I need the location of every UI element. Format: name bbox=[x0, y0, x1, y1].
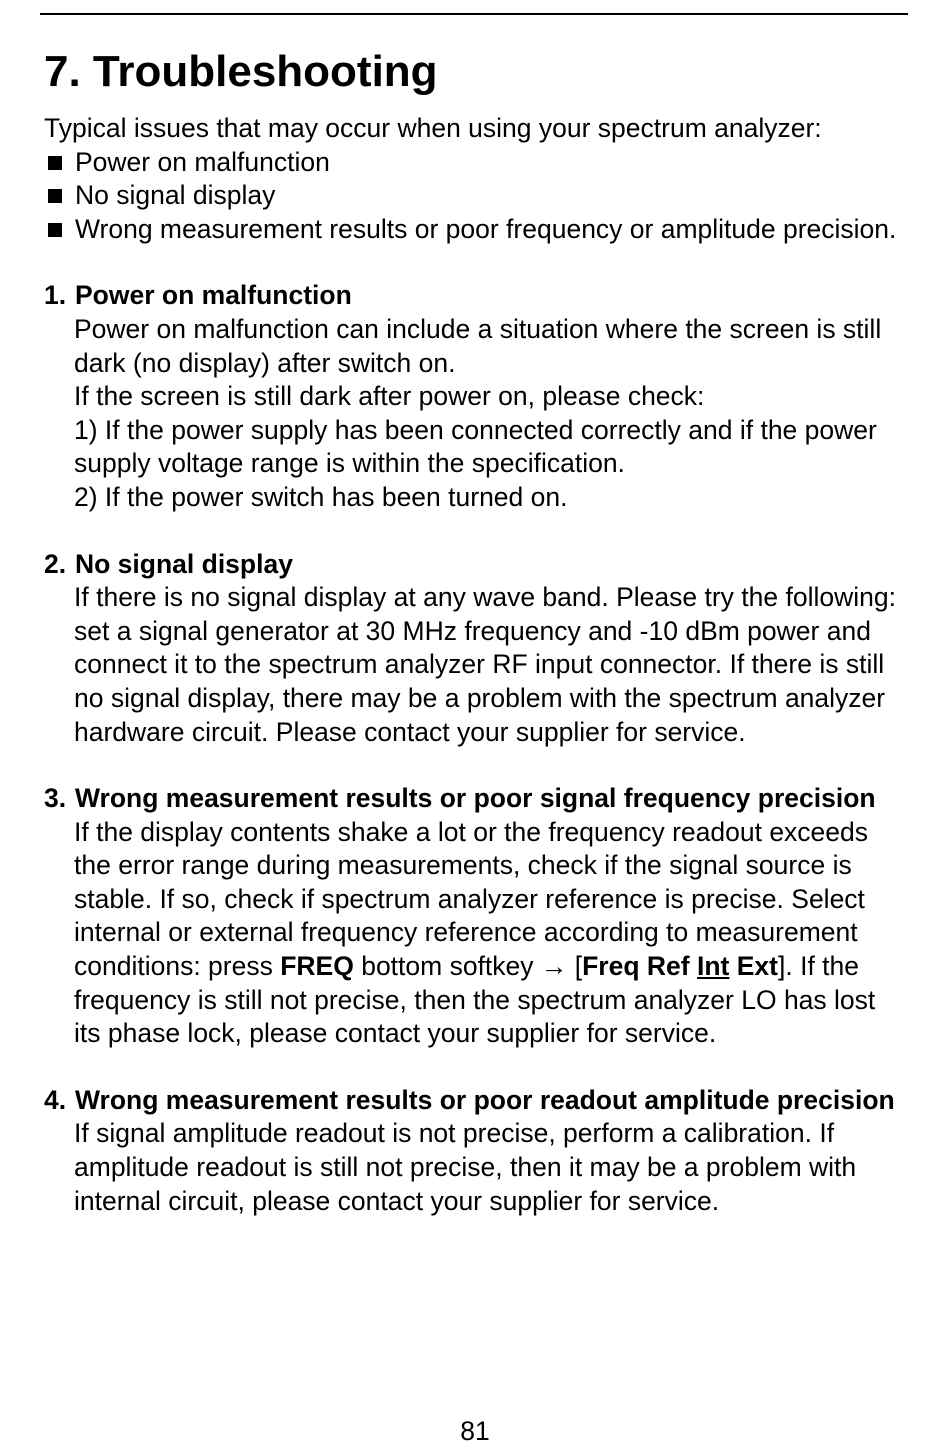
list-item bbox=[44, 146, 906, 180]
section-body bbox=[44, 816, 906, 1051]
freq-ref-softkey-label: Freq Ref bbox=[582, 951, 690, 982]
section-number: 2. bbox=[44, 548, 67, 579]
section-no-signal-display bbox=[44, 548, 906, 750]
list-item-text: No signal display bbox=[75, 180, 276, 211]
paragraph: If there is no signal display at any wave band. Please try the following: set a signal generator at 30 MHz frequency and -10 dBm power and connect it to the spectrum analyzer RF input connector. If there is still no signal display, there may be a problem with the spectrum analyzer hardware circuit. Please contact your supplier for service. bbox=[74, 582, 896, 747]
freq-ref-ext-option: Ext bbox=[736, 951, 778, 982]
section-heading bbox=[44, 548, 906, 582]
square-bullet-icon bbox=[48, 223, 62, 237]
paragraph: If the screen is still dark after power on, please check: bbox=[74, 381, 705, 412]
paragraph-text: If the display contents shake a lot or the frequency readout exceeds the error range during measurements, check if the signal source is stable. If so, check if spectrum analyzer reference is precise. Select internal or external frequency reference according to measurement conditions: press bbox=[74, 816, 869, 982]
paragraph: 2) If the power switch has been turned on. bbox=[74, 481, 568, 512]
section-heading-text: Power on malfunction bbox=[75, 280, 352, 311]
top-rule bbox=[40, 13, 908, 15]
section-heading-text: No signal display bbox=[75, 548, 293, 579]
section-heading-text: Wrong measurement results or poor readout amplitude precision bbox=[75, 1084, 895, 1115]
paragraph: 1) If the power supply has been connected correctly and if the power supply voltage range is within the specification. bbox=[74, 414, 877, 479]
freq-ref-int-option: Int bbox=[697, 951, 730, 982]
section-amplitude-precision bbox=[44, 1084, 906, 1218]
page-number: 81 bbox=[460, 1416, 490, 1446]
paragraph-text: ]. If the frequency is still not precise, then the spectrum analyzer LO has lost its phase lock, please contact your supplier for service. bbox=[74, 951, 876, 1049]
section-heading bbox=[44, 782, 906, 816]
list-item bbox=[44, 213, 906, 247]
paragraph-text: bottom softkey → [ bbox=[353, 951, 583, 982]
section-body bbox=[44, 1117, 906, 1218]
section-frequency-precision bbox=[44, 782, 906, 1051]
section-heading bbox=[44, 1084, 906, 1118]
square-bullet-icon bbox=[48, 156, 62, 170]
section-body bbox=[44, 581, 906, 749]
freq-key-label: FREQ bbox=[280, 951, 354, 982]
page-content bbox=[44, 112, 906, 1218]
list-item bbox=[44, 179, 906, 213]
issue-list bbox=[44, 146, 906, 247]
paragraph bbox=[74, 816, 906, 1051]
paragraph: Power on malfunction can include a situation where the screen is still dark (no display) after switch on. bbox=[74, 313, 882, 378]
paragraph: If signal amplitude readout is not precise, perform a calibration. If amplitude readout is still not precise, then it may be a problem with internal circuit, please contact your supplier for service. bbox=[74, 1118, 857, 1216]
section-number: 1. bbox=[44, 280, 67, 311]
section-heading-text: Wrong measurement results or poor signal frequency precision bbox=[75, 783, 876, 814]
section-heading bbox=[44, 279, 906, 313]
section-number: 3. bbox=[44, 783, 67, 814]
square-bullet-icon bbox=[48, 189, 62, 203]
section-power-on-malfunction bbox=[44, 279, 906, 514]
list-item-text: Wrong measurement results or poor frequency or amplitude precision. bbox=[75, 213, 897, 244]
intro-text: Typical issues that may occur when using your spectrum analyzer: bbox=[44, 113, 822, 143]
page-title: 7. Troubleshooting bbox=[44, 47, 438, 96]
section-body bbox=[44, 313, 906, 515]
list-item-text: Power on malfunction bbox=[75, 146, 330, 177]
section-number: 4. bbox=[44, 1084, 67, 1115]
